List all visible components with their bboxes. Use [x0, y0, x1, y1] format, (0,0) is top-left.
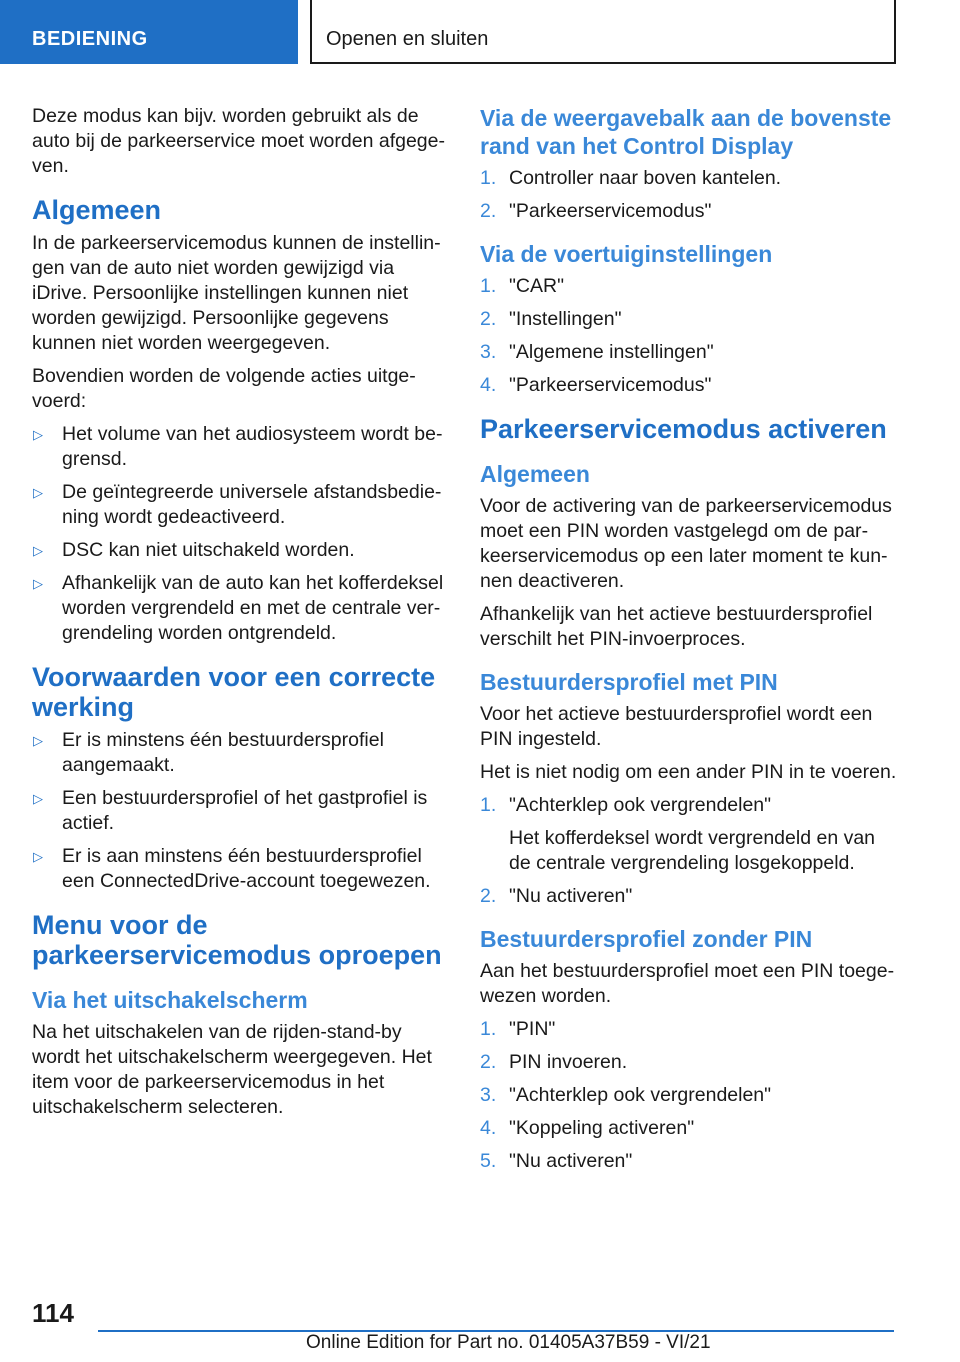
- step-number: 5.: [480, 1150, 497, 1172]
- step-text: "Achterklep ook vergrendelen": [509, 1084, 772, 1106]
- step-note: Het kofferdeksel wordt vergrendeld en van de centrale vergrendeling losgekoppeld.: [509, 827, 876, 874]
- header-chapter: Openen en sluiten: [310, 0, 896, 64]
- bullet-triangle-icon: ▷: [33, 543, 43, 558]
- list-item: [32, 480, 450, 530]
- step-number: 4.: [480, 374, 497, 396]
- step-text: "Nu activeren": [509, 1150, 633, 1172]
- subheading-algemeen: Algemeen: [480, 461, 590, 487]
- step-number: 3.: [480, 1084, 497, 1106]
- conditions-list: [32, 728, 450, 894]
- subheading-via-voertuiginstellingen: Via de voertuiginstellingen: [480, 241, 773, 267]
- left-column: [32, 104, 450, 1128]
- step-number: 2.: [480, 1051, 497, 1073]
- subheading-via-weergavebalk: Via de weergavebalk aan de bovenste rand van het Control Display: [480, 105, 892, 159]
- list-item: [32, 538, 450, 563]
- list-item: [480, 793, 900, 818]
- list-item-text: Afhankelijk van de auto kan het kofferdeksel worden vergrendeld en met de centrale vergrendeling worden ontgrendeld.: [62, 572, 444, 644]
- paragraph: Aan het bestuurdersprofiel moet een PIN toegewezen worden.: [480, 960, 895, 1007]
- list-item-text: Er is minstens één bestuurdersprofiel aangemaakt.: [62, 729, 384, 776]
- list-item: [480, 340, 900, 365]
- step-text: "Algemene instellingen": [509, 341, 714, 363]
- paragraph: Voor de activering van de parkeerservicemodus moet een PIN worden vastgelegd om de parkeerservicemodus op een later moment te kunnen deactiveren.: [480, 495, 892, 592]
- heading-activeren: Parkeerservicemodus activeren: [480, 414, 887, 444]
- step-text: "Parkeerservicemodus": [509, 200, 712, 222]
- step-text: "Parkeerservicemodus": [509, 374, 712, 396]
- heading-menu: Menu voor de parkeerservicemodus oproepen: [32, 910, 442, 970]
- list-item: [480, 199, 900, 224]
- paragraph: In de parkeerservicemodus kunnen de instellingen van de auto niet worden gewijzigd via iDrive. Persoonlijke instellingen kunnen niet worden gewijzigd. Persoonlijke gegevens kunnen niet worden weergegeven.: [32, 232, 441, 354]
- list-item-text: De geïntegreerde universele afstandsbediening wordt gedeactiveerd.: [62, 481, 442, 528]
- step-text: "Achterklep ook vergrendelen": [509, 794, 772, 816]
- subheading-met-pin: Bestuurdersprofiel met PIN: [480, 669, 778, 695]
- subheading-zonder-pin: Bestuurdersprofiel zonder PIN: [480, 926, 813, 952]
- step-text: "Instellingen": [509, 308, 622, 330]
- heading-algemeen: Algemeen: [32, 195, 162, 225]
- footer-edition: Online Edition for Part no. 01405A37B59 - VI/21: [306, 1332, 711, 1353]
- list-item: [32, 728, 450, 778]
- subheading-via-uitschakelscherm: Via het uitschakelscherm: [32, 987, 308, 1013]
- step-number: 4.: [480, 1117, 497, 1139]
- bullet-triangle-icon: ▷: [33, 849, 43, 864]
- step-number: 1.: [480, 167, 497, 189]
- step-number: 2.: [480, 200, 497, 222]
- step-text: "CAR": [509, 275, 565, 297]
- paragraph: Voor het actieve bestuurdersprofiel wordt een PIN ingesteld.: [480, 703, 873, 750]
- list-item: [32, 786, 450, 836]
- paragraph: Afhankelijk van het actieve bestuurdersprofiel verschilt het PIN-invoerproces.: [480, 603, 873, 650]
- step-number: 1.: [480, 794, 497, 816]
- bullet-triangle-icon: ▷: [33, 791, 43, 806]
- list-item: [32, 571, 450, 646]
- list-item-text: DSC kan niet uitschakeld worden.: [62, 539, 355, 561]
- bullet-triangle-icon: ▷: [33, 576, 43, 591]
- list-item: [32, 844, 450, 894]
- list-item: [480, 1116, 900, 1141]
- list-item-text: Een bestuurdersprofiel of het gastprofiel is actief.: [62, 787, 428, 834]
- step-number: 2.: [480, 885, 497, 907]
- list-item: [480, 1017, 900, 1042]
- list-item: [480, 307, 900, 332]
- paragraph: Na het uitschakelen van de rijden-stand-by wordt het uitschakelscherm weergegeven. Het item voor de parkeerservicemodus in het uitschakelscherm selecteren.: [32, 1021, 432, 1118]
- step-number: 1.: [480, 275, 497, 297]
- list-item-text: Het volume van het audiosysteem wordt begrensd.: [62, 423, 443, 470]
- list-item: [480, 1083, 900, 1108]
- actions-list: [32, 422, 450, 646]
- page-number: 114: [32, 1298, 74, 1328]
- bullet-triangle-icon: ▷: [33, 427, 43, 442]
- list-item: [480, 884, 900, 909]
- intro-paragraph: Deze modus kan bijv. worden gebruikt als de auto bij de parkeerservice moet worden afgegeven.: [32, 105, 445, 177]
- steps-voertuiginstellingen: [480, 274, 900, 398]
- right-column: [480, 104, 900, 1182]
- list-item: [480, 274, 900, 299]
- header-section: BEDIENING: [0, 0, 298, 64]
- bullet-triangle-icon: ▷: [33, 485, 43, 500]
- list-item-text: Er is aan minstens één bestuurdersprofiel een ConnectedDrive-account toegewezen.: [62, 845, 431, 892]
- bullet-triangle-icon: ▷: [33, 733, 43, 748]
- paragraph: Bovendien worden de volgende acties uitgevoerd:: [32, 365, 416, 412]
- step-text: Controller naar boven kantelen.: [509, 167, 782, 189]
- step-text: "Nu activeren": [509, 885, 633, 907]
- step-number: 2.: [480, 308, 497, 330]
- step-text: "PIN": [509, 1018, 556, 1040]
- steps-met-pin: [480, 793, 900, 909]
- step-text: PIN invoeren.: [509, 1051, 628, 1073]
- paragraph: Het is niet nodig om een ander PIN in te voeren.: [480, 761, 897, 783]
- steps-weergavebalk: [480, 166, 900, 224]
- step-text: "Koppeling activeren": [509, 1117, 695, 1139]
- list-item: [480, 1149, 900, 1174]
- steps-zonder-pin: [480, 1017, 900, 1174]
- heading-voorwaarden: Voorwaarden voor een correcte werking: [32, 662, 436, 722]
- list-item: [32, 422, 450, 472]
- list-item: [480, 373, 900, 398]
- step-number: 1.: [480, 1018, 497, 1040]
- list-item: [480, 1050, 900, 1075]
- step-number: 3.: [480, 341, 497, 363]
- list-item: [480, 166, 900, 191]
